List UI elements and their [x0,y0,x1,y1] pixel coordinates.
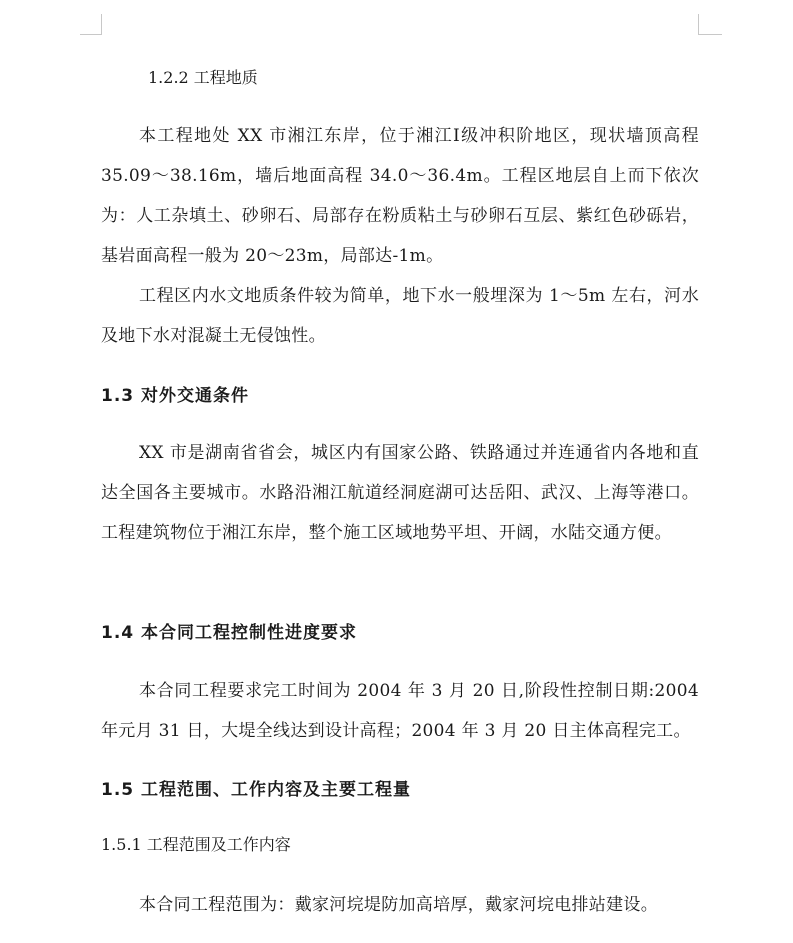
crop-mark-top-left [80,14,102,35]
heading-1-5: 1.5 工程范围、工作内容及主要工程量 [101,780,412,800]
paragraph-schedule: 本合同工程要求完工时间为 2004 年 3 月 20 日,阶段性控制日期:2004 年元月 31 日，大堤全线达到设计高程；2004 年 3 月 20 日主体高程完工。 [101,681,699,741]
heading-1-4: 1.4 本合同工程控制性进度要求 [101,623,358,643]
crop-mark-top-right [698,14,722,35]
paragraph-scope: 本合同工程范围为：戴家河垸堤防加高培厚，戴家河垸电排站建设。 [139,895,658,915]
heading-1-3: 1.3 对外交通条件 [101,386,250,406]
heading-1-2-2: 1.2.2 工程地质 [148,68,258,87]
paragraph-traffic: XX 市是湖南省省会，城区内有国家公路、铁路通过并连通省内各地和直达全国各主要城市。水路沿湘江航道经洞庭湖可达岳阳、武汉、上海等港口。工程建筑物位于湘江东岸，整个施工区域地势平坦、开阔，水陆交通方便。 [101,443,699,543]
paragraph-hydrogeology: 工程区内水文地质条件较为简单，地下水一般埋深为 1～5m 左右，河水及地下水对混凝土无侵蚀性。 [101,286,699,346]
heading-1-5-1: 1.5.1 工程范围及工作内容 [101,835,291,854]
paragraph-geology: 本工程地处 XX 市湘江东岸，位于湘江Ⅰ级冲积阶地区，现状墙顶高程 35.09～38.16m，墙后地面高程 34.0～36.4m。工程区地层自上而下依次为：人工杂填土、砂卵石、局部存在粉质粘土与砂卵石互层、紫红色砂砾岩，基岩面高程一般为 20～23m，局部达-1m。 [101,126,699,266]
